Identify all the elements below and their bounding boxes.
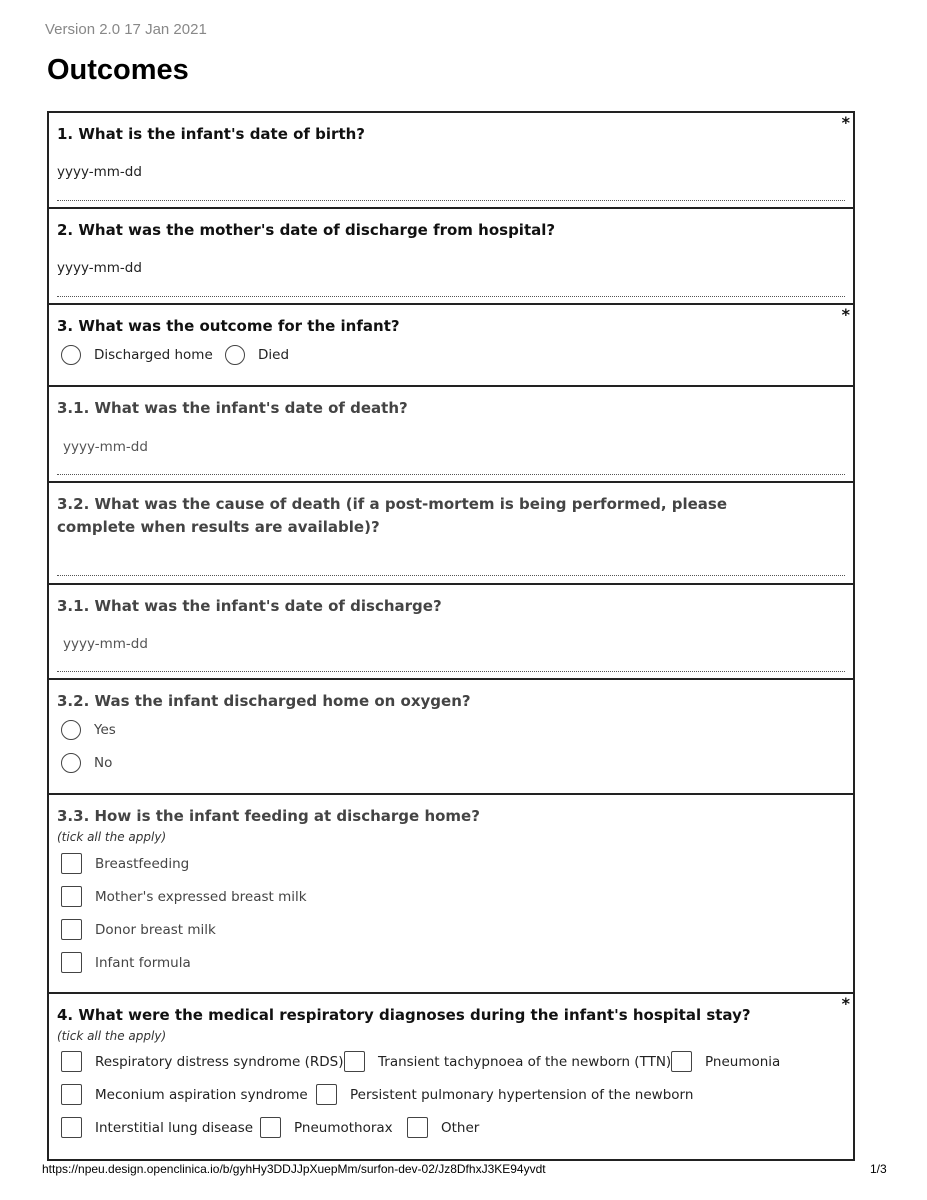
option-label: Breastfeeding <box>95 855 190 872</box>
diagnosis-option-meconium[interactable] <box>61 1084 308 1105</box>
option-label: Pneumothorax <box>294 1119 393 1136</box>
option-label: Yes <box>94 722 116 738</box>
oxygen-option-no[interactable] <box>61 753 112 773</box>
diagnosis-option-rds[interactable] <box>61 1051 344 1072</box>
question-infant-dob <box>47 113 855 209</box>
checkbox[interactable] <box>61 886 82 907</box>
option-label: Mother's expressed breast milk <box>95 888 307 905</box>
question-cause-of-death <box>47 483 855 585</box>
outcome-option-died[interactable] <box>225 345 289 365</box>
input-underline <box>57 200 845 201</box>
question-title: 1. What is the infant's date of birth? <box>57 125 365 143</box>
page-number: 1/3 <box>870 1162 887 1176</box>
required-marker: * <box>841 305 850 324</box>
question-title: 3.2. Was the infant discharged home on oxygen? <box>57 692 471 710</box>
checkbox[interactable] <box>61 1051 82 1072</box>
option-label: Other <box>441 1119 480 1136</box>
option-label: Meconium aspiration syndrome <box>95 1086 308 1103</box>
feeding-option-infant-formula[interactable] <box>61 952 191 973</box>
mother-discharge-date-field[interactable]: yyyy-mm-dd <box>57 260 142 276</box>
checkbox[interactable] <box>61 952 82 973</box>
option-label: Infant formula <box>95 954 191 971</box>
checkbox[interactable] <box>260 1117 281 1138</box>
page-title: Outcomes <box>47 54 189 86</box>
required-marker: * <box>841 113 850 132</box>
input-underline <box>57 296 845 297</box>
radio-button[interactable] <box>61 753 81 773</box>
question-hint: (tick all the apply) <box>57 1029 167 1043</box>
diagnosis-option-pneumothorax[interactable] <box>260 1117 393 1138</box>
option-label: Transient tachypnoea of the newborn (TTN) <box>378 1053 672 1070</box>
question-title: 3.1. What was the infant's date of discharge? <box>57 597 442 615</box>
option-label: Discharged home <box>94 347 213 363</box>
question-feeding-at-discharge <box>47 795 855 994</box>
diagnosis-option-ttn[interactable] <box>344 1051 671 1072</box>
checkbox[interactable] <box>61 853 82 874</box>
checkbox[interactable] <box>344 1051 365 1072</box>
outcome-option-discharged-home[interactable] <box>61 345 213 365</box>
infant-dob-field[interactable]: yyyy-mm-dd <box>57 164 142 180</box>
checkbox[interactable] <box>316 1084 337 1105</box>
checkbox[interactable] <box>61 919 82 940</box>
checkbox[interactable] <box>671 1051 692 1072</box>
diagnosis-option-pneumonia[interactable] <box>671 1051 780 1072</box>
option-label: Donor breast milk <box>95 921 216 938</box>
question-infant-outcome <box>47 305 855 387</box>
feeding-option-breastfeeding[interactable] <box>61 853 189 874</box>
checkbox[interactable] <box>61 1084 82 1105</box>
question-title: 3. What was the outcome for the infant? <box>57 317 400 335</box>
question-hint: (tick all the apply) <box>57 830 167 844</box>
question-title: 4. What were the medical respiratory diagnoses during the infant's hospital stay? <box>57 1006 751 1024</box>
option-label: No <box>94 755 113 771</box>
question-discharged-on-oxygen <box>47 680 855 795</box>
option-label: Persistent pulmonary hypertension of the newborn <box>350 1086 694 1103</box>
radio-button[interactable] <box>61 720 81 740</box>
radio-button[interactable] <box>225 345 245 365</box>
infant-discharge-date-field[interactable]: yyyy-mm-dd <box>63 636 148 652</box>
input-underline <box>57 474 845 475</box>
checkbox[interactable] <box>407 1117 428 1138</box>
question-respiratory-diagnoses <box>47 994 855 1161</box>
option-label: Interstitial lung disease <box>95 1119 254 1136</box>
outcomes-form <box>47 111 855 1161</box>
diagnosis-option-pphn[interactable] <box>316 1084 693 1105</box>
question-title: 3.1. What was the infant's date of death? <box>57 399 408 417</box>
input-underline <box>57 671 845 672</box>
footer-url: https://npeu.design.openclinica.io/b/gyhHy3DDJJpXuepMm/surfon-dev-02/Jz8DfhxJ3KE94yvdt <box>42 1162 546 1176</box>
version-label: Version 2.0 17 Jan 2021 <box>45 21 207 38</box>
diagnosis-option-interstitial[interactable] <box>61 1117 253 1138</box>
oxygen-option-yes[interactable] <box>61 720 116 740</box>
question-title: 2. What was the mother's date of discharge from hospital? <box>57 221 556 239</box>
option-label: Respiratory distress syndrome (RDS) <box>95 1053 344 1070</box>
option-label: Pneumonia <box>705 1053 781 1070</box>
date-of-death-field[interactable]: yyyy-mm-dd <box>63 439 148 455</box>
question-infant-date-of-death <box>47 387 855 483</box>
feeding-option-expressed-milk[interactable] <box>61 886 307 907</box>
question-title: 3.2. What was the cause of death (if a post-mortem is being performed, please complete when results are available)? <box>57 495 728 536</box>
cause-of-death-field[interactable] <box>57 575 845 576</box>
question-title: 3.3. How is the infant feeding at discharge home? <box>57 807 480 825</box>
option-label: Died <box>258 347 290 363</box>
question-infant-discharge-date <box>47 585 855 680</box>
required-marker: * <box>841 994 850 1013</box>
question-mother-discharge-date <box>47 209 855 305</box>
radio-button[interactable] <box>61 345 81 365</box>
diagnosis-option-other[interactable] <box>407 1117 479 1138</box>
checkbox[interactable] <box>61 1117 82 1138</box>
feeding-option-donor-milk[interactable] <box>61 919 216 940</box>
